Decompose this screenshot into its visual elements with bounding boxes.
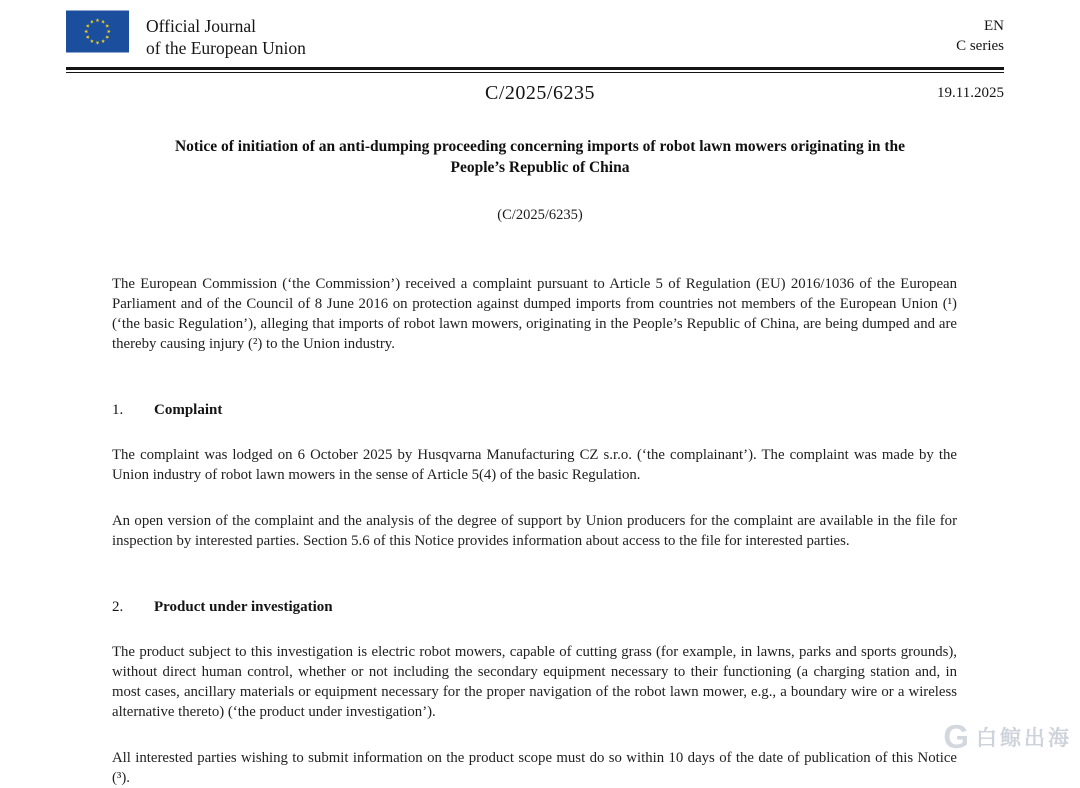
notice-subtitle: (C/2025/6235) (497, 206, 583, 223)
header-rule (66, 67, 1004, 73)
section-heading-product (112, 599, 957, 616)
watermark-text: 白鲸出海 (976, 726, 1072, 750)
journal-title-line1: Official Journal (146, 16, 256, 36)
language-code: EN (984, 18, 1004, 34)
watermark-logo-icon: G (943, 718, 969, 755)
section-title: Product under investigation (154, 598, 333, 615)
section2-paragraph-2: All interested parties wishing to submit information on the product scope must do so within 10 days of the date of publication of this Notice (³). (112, 749, 957, 786)
journal-title-line2: of the European Union (146, 37, 306, 58)
section1-paragraph-2: An open version of the complaint and the analysis of the degree of support by Union producers for the complaint are available in the file for inspection by interested parties. Section 5.6 of this Notice provides information about access to the file for interested parties. (112, 512, 957, 549)
page-header (0, 0, 1080, 60)
doc-date: 19.11.2025 (937, 84, 1004, 101)
watermark (943, 720, 1072, 753)
series-label: C series (956, 37, 1004, 54)
doc-number-line (0, 82, 1080, 105)
section-title: Complaint (154, 401, 223, 418)
header-right (956, 8, 1004, 57)
section-heading-complaint (112, 402, 957, 419)
doc-number: C/2025/6235 (485, 81, 595, 104)
header-left (66, 8, 306, 60)
section2-paragraph-1: The product subject to this investigation is electric robot mowers, capable of cutting grass (for example, in lawns, parks and sports grounds), without direct human control, whether or not including the secondary equipment necessary to their functioning (a charging station and, in most cases, ancillary materials or equipment necessary for the proper navigation of the robot lawn mower, e.g., a boundary wire or a wireless alternative thereto) (‘the product under investigation’). (112, 643, 957, 720)
journal-title (146, 8, 306, 60)
document-body (112, 274, 957, 788)
section1-paragraph-1: The complaint was lodged on 6 October 2025 by Husqvarna Manufacturing CZ s.r.o. (‘the complainant’). The complaint was made by the Union industry of robot lawn mowers in the sense of Article 5(4) of the basic Regulation. (112, 446, 957, 483)
notice-title: Notice of initiation of an anti-dumping proceeding concerning imports of robot lawn mowers originating in the People’s Republic of China (174, 137, 906, 176)
section-number: 1. (112, 401, 124, 418)
section-number: 2. (112, 598, 124, 615)
intro-paragraph: The European Commission (‘the Commission’) received a complaint pursuant to Article 5 of Regulation (EU) 2016/1036 of the European Parliament and of the Council of 8 June 2016 on protection against dumped imports from countries not members of the European Union (¹) (‘the basic Regulation’), alleging that imports of robot lawn mowers, originating in the People’s Republic of China, are being dumped and are thereby causing injury (²) to the Union industry. (112, 275, 957, 352)
eu-flag-icon (66, 8, 129, 55)
